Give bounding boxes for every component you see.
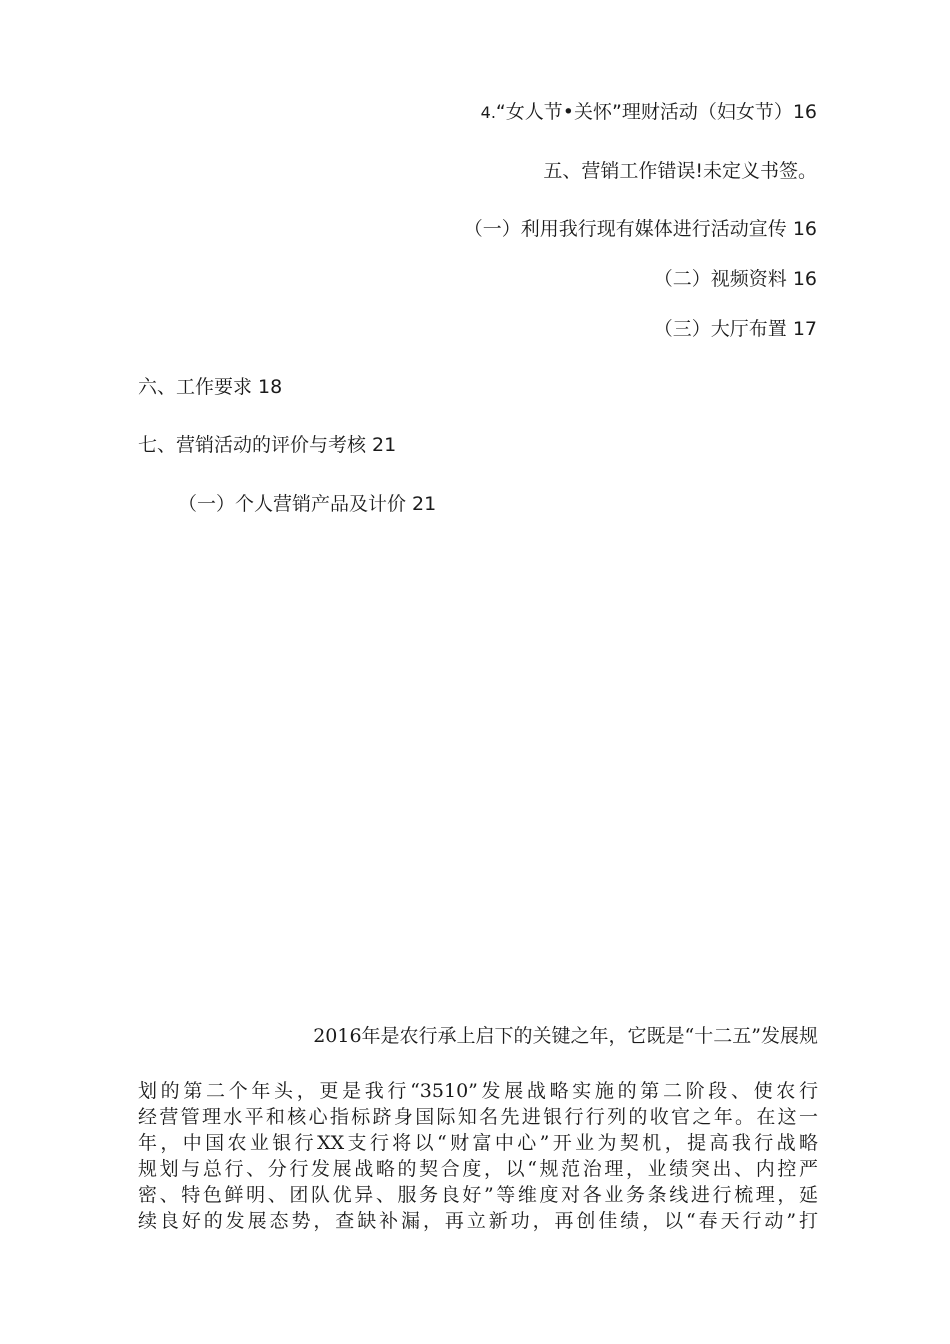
toc-entry-4-number: 4. [480,103,496,122]
toc-section-7: 七、营销活动的评价与考核 21 [138,434,397,456]
toc-section-5: 五、营销工作错误!未定义书签。 [543,160,817,182]
toc-entry-4 [438,99,817,126]
body-first-line: 2016年是农行承上启下的关键之年，它既是“十二五”发展规 [313,1025,818,1047]
body-line-6: 续良好的发展态势，查缺补漏，再立新功，再创佳绩，以“春天行动”打 [138,1210,818,1232]
toc-section-5-2: （二）视频资料 16 [653,268,817,290]
body-line-5: 密、特色鲜明、团队优异、服务良好”等维度对各业务条线进行梳理，延 [138,1184,818,1206]
body-line-3: 年，中国农业银行XX支行将以“财富中心”开业为契机，提高我行战略 [138,1132,818,1154]
toc-section-5-1: （一）利用我行现有媒体进行活动宣传 16 [463,218,817,240]
body-line-2: 经营管理水平和核心指标跻身国际知名先进银行行列的收官之年。在这一 [138,1106,818,1128]
body-paragraph [138,1078,818,1234]
body-line-4: 规划与总行、分行发展战略的契合度，以“规范治理，业绩突出、内控严 [138,1158,818,1180]
body-line-1: 划的第二个年头，更是我行“3510”发展战略实施的第二阶段、使农行 [138,1080,818,1102]
toc-section-7-1: （一）个人营销产品及计价 21 [178,493,437,515]
toc-entry-4-text: “女人节•关怀”理财活动（妇女节）16 [495,101,817,123]
toc-section-6: 六、工作要求 18 [138,376,283,398]
toc-section-5-3: （三）大厅布置 17 [653,318,817,340]
